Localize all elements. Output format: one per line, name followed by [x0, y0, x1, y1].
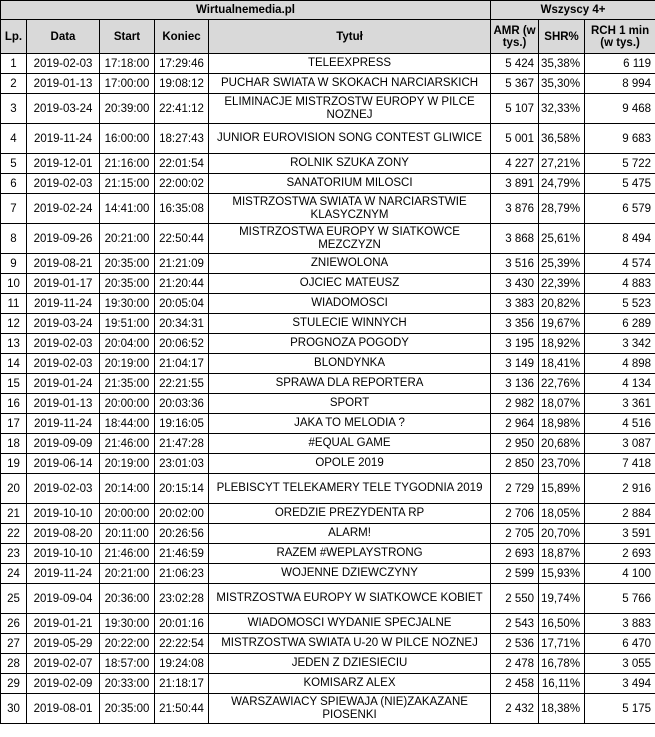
- cell-rch: 3 361: [585, 394, 655, 414]
- cell-start: 14:41:00: [100, 194, 155, 224]
- cell-start: 20:22:00: [100, 634, 155, 654]
- cell-end: 18:27:43: [155, 124, 209, 154]
- cell-title: ROLNIK SZUKA ZONY: [209, 154, 491, 174]
- col-amr-header: AMR (w tys.): [491, 20, 539, 54]
- cell-date: 2019-11-24: [27, 414, 100, 434]
- cell-start: 19:51:00: [100, 314, 155, 334]
- cell-amr: 2 950: [491, 434, 539, 454]
- cell-shr: 25,39%: [539, 254, 585, 274]
- cell-title: WOJENNE DZIEWCZYNY: [209, 564, 491, 584]
- cell-lp: 16: [1, 394, 27, 414]
- cell-lp: 14: [1, 354, 27, 374]
- col-start-header: Start: [100, 20, 155, 54]
- cell-shr: 36,58%: [539, 124, 585, 154]
- cell-end: 22:22:54: [155, 634, 209, 654]
- cell-title: TELEEXPRESS: [209, 54, 491, 74]
- cell-rch: 2 916: [585, 474, 655, 504]
- cell-title: ALARM!: [209, 524, 491, 544]
- cell-date: 2019-08-21: [27, 254, 100, 274]
- table-row: [1, 694, 655, 724]
- cell-lp: 27: [1, 634, 27, 654]
- cell-lp: 15: [1, 374, 27, 394]
- cell-end: 21:18:17: [155, 674, 209, 694]
- cell-shr: 18,05%: [539, 504, 585, 524]
- cell-rch: 6 579: [585, 194, 655, 224]
- cell-title: SANATORIUM MILOSCI: [209, 174, 491, 194]
- cell-start: 20:33:00: [100, 674, 155, 694]
- cell-amr: 2 599: [491, 564, 539, 584]
- cell-title: ELIMINACJE MISTRZOSTW EUROPY W PILCE NOZNEJ: [209, 94, 491, 124]
- cell-date: 2019-02-03: [27, 334, 100, 354]
- cell-rch: 3 055: [585, 654, 655, 674]
- cell-shr: 35,30%: [539, 74, 585, 94]
- cell-lp: 21: [1, 504, 27, 524]
- cell-amr: 5 367: [491, 74, 539, 94]
- cell-amr: 5 001: [491, 124, 539, 154]
- cell-shr: 22,39%: [539, 274, 585, 294]
- cell-end: 21:04:17: [155, 354, 209, 374]
- cell-lp: 22: [1, 524, 27, 544]
- cell-rch: 6 289: [585, 314, 655, 334]
- cell-start: 21:35:00: [100, 374, 155, 394]
- cell-shr: 16,50%: [539, 614, 585, 634]
- cell-shr: 18,38%: [539, 694, 585, 724]
- cell-rch: 3 494: [585, 674, 655, 694]
- cell-amr: 5 107: [491, 94, 539, 124]
- cell-date: 2019-02-03: [27, 174, 100, 194]
- table-body: [1, 54, 655, 724]
- cell-shr: 18,98%: [539, 414, 585, 434]
- cell-title: RAZEM #WEPLAYSTRONG: [209, 544, 491, 564]
- cell-end: 20:03:36: [155, 394, 209, 414]
- cell-lp: 2: [1, 74, 27, 94]
- cell-amr: 3 868: [491, 224, 539, 254]
- cell-rch: 8 494: [585, 224, 655, 254]
- cell-amr: 3 516: [491, 254, 539, 274]
- cell-end: 17:29:46: [155, 54, 209, 74]
- cell-rch: 2 884: [585, 504, 655, 524]
- table-row: [1, 224, 655, 254]
- cell-lp: 5: [1, 154, 27, 174]
- cell-title: PROGNOZA POGODY: [209, 334, 491, 354]
- cell-shr: 20,68%: [539, 434, 585, 454]
- cell-amr: 5 424: [491, 54, 539, 74]
- cell-lp: 30: [1, 694, 27, 724]
- cell-start: 17:00:00: [100, 74, 155, 94]
- cell-start: 20:00:00: [100, 504, 155, 524]
- table-row: [1, 154, 655, 174]
- cell-end: 22:50:44: [155, 224, 209, 254]
- cell-date: 2019-10-10: [27, 504, 100, 524]
- cell-start: 20:35:00: [100, 274, 155, 294]
- table-row: [1, 124, 655, 154]
- cell-end: 21:20:44: [155, 274, 209, 294]
- cell-lp: 26: [1, 614, 27, 634]
- cell-amr: 3 356: [491, 314, 539, 334]
- cell-end: 20:06:52: [155, 334, 209, 354]
- cell-amr: 3 149: [491, 354, 539, 374]
- cell-title: WIADOMOSCI: [209, 294, 491, 314]
- cell-end: 21:06:23: [155, 564, 209, 584]
- table-row: [1, 74, 655, 94]
- cell-shr: 18,07%: [539, 394, 585, 414]
- cell-lp: 13: [1, 334, 27, 354]
- cell-date: 2019-01-13: [27, 394, 100, 414]
- cell-amr: 3 136: [491, 374, 539, 394]
- cell-date: 2019-09-26: [27, 224, 100, 254]
- cell-end: 22:21:55: [155, 374, 209, 394]
- cell-shr: 18,92%: [539, 334, 585, 354]
- cell-rch: 5 475: [585, 174, 655, 194]
- cell-date: 2019-02-07: [27, 654, 100, 674]
- cell-lp: 3: [1, 94, 27, 124]
- cell-rch: 5 766: [585, 584, 655, 614]
- cell-lp: 6: [1, 174, 27, 194]
- cell-rch: 6 119: [585, 54, 655, 74]
- cell-shr: 32,33%: [539, 94, 585, 124]
- cell-lp: 18: [1, 434, 27, 454]
- cell-end: 16:35:08: [155, 194, 209, 224]
- cell-rch: 5 523: [585, 294, 655, 314]
- cell-rch: 3 087: [585, 434, 655, 454]
- cell-end: 19:24:08: [155, 654, 209, 674]
- cell-lp: 23: [1, 544, 27, 564]
- cell-lp: 9: [1, 254, 27, 274]
- cell-end: 19:08:12: [155, 74, 209, 94]
- cell-amr: 2 982: [491, 394, 539, 414]
- cell-date: 2019-01-13: [27, 74, 100, 94]
- cell-end: 21:50:44: [155, 694, 209, 724]
- table-row: [1, 634, 655, 654]
- cell-shr: 18,87%: [539, 544, 585, 564]
- cell-title: STULECIE WINNYCH: [209, 314, 491, 334]
- cell-date: 2019-06-14: [27, 454, 100, 474]
- cell-title: JEDEN Z DZIESIECIU: [209, 654, 491, 674]
- cell-rch: 4 100: [585, 564, 655, 584]
- cell-lp: 20: [1, 474, 27, 504]
- cell-start: 18:57:00: [100, 654, 155, 674]
- cell-title: MISTRZOSTWA SWIATA W NARCIARSTWIE KLASYCZNYM: [209, 194, 491, 224]
- cell-lp: 29: [1, 674, 27, 694]
- cell-title: SPORT: [209, 394, 491, 414]
- cell-date: 2019-03-24: [27, 94, 100, 124]
- cell-title: OJCIEC MATEUSZ: [209, 274, 491, 294]
- cell-title: WARSZAWIACY SPIEWAJA (NIE)ZAKAZANE PIOSENKI: [209, 694, 491, 724]
- col-date-header: Data: [27, 20, 100, 54]
- cell-amr: 2 706: [491, 504, 539, 524]
- cell-start: 20:35:00: [100, 694, 155, 724]
- cell-rch: 2 693: [585, 544, 655, 564]
- table-row: [1, 584, 655, 614]
- cell-start: 20:14:00: [100, 474, 155, 504]
- cell-lp: 1: [1, 54, 27, 74]
- cell-date: 2019-02-24: [27, 194, 100, 224]
- cell-amr: 2 729: [491, 474, 539, 504]
- cell-start: 21:15:00: [100, 174, 155, 194]
- table-row: [1, 614, 655, 634]
- cell-date: 2019-02-03: [27, 474, 100, 504]
- cell-date: 2019-02-03: [27, 54, 100, 74]
- cell-start: 21:46:00: [100, 544, 155, 564]
- cell-title: OPOLE 2019: [209, 454, 491, 474]
- cell-start: 19:30:00: [100, 294, 155, 314]
- cell-lp: 19: [1, 454, 27, 474]
- cell-amr: 2 693: [491, 544, 539, 564]
- cell-shr: 20,70%: [539, 524, 585, 544]
- cell-end: 20:34:31: [155, 314, 209, 334]
- cell-date: 2019-01-21: [27, 614, 100, 634]
- cell-title: JAKA TO MELODIA ?: [209, 414, 491, 434]
- cell-shr: 24,79%: [539, 174, 585, 194]
- cell-end: 21:46:59: [155, 544, 209, 564]
- cell-date: 2019-12-01: [27, 154, 100, 174]
- cell-amr: 2 478: [491, 654, 539, 674]
- cell-shr: 19,74%: [539, 584, 585, 614]
- table-row: [1, 674, 655, 694]
- table-row: [1, 394, 655, 414]
- cell-lp: 12: [1, 314, 27, 334]
- cell-amr: 3 876: [491, 194, 539, 224]
- cell-title: JUNIOR EUROVISION SONG CONTEST GLIWICE: [209, 124, 491, 154]
- cell-start: 20:19:00: [100, 454, 155, 474]
- cell-shr: 15,93%: [539, 564, 585, 584]
- cell-lp: 25: [1, 584, 27, 614]
- cell-date: 2019-01-24: [27, 374, 100, 394]
- cell-amr: 2 550: [491, 584, 539, 614]
- table-row: [1, 474, 655, 504]
- cell-date: 2019-09-09: [27, 434, 100, 454]
- cell-end: 21:21:09: [155, 254, 209, 274]
- cell-rch: 5 722: [585, 154, 655, 174]
- cell-date: 2019-05-29: [27, 634, 100, 654]
- audience-group-header: Wszyscy 4+: [491, 1, 655, 20]
- cell-end: 19:16:05: [155, 414, 209, 434]
- table-row: [1, 194, 655, 224]
- cell-shr: 22,76%: [539, 374, 585, 394]
- cell-title: WIADOMOSCI WYDANIE SPECJALNE: [209, 614, 491, 634]
- cell-start: 20:35:00: [100, 254, 155, 274]
- cell-amr: 2 458: [491, 674, 539, 694]
- cell-start: 20:19:00: [100, 354, 155, 374]
- cell-title: #EQUAL GAME: [209, 434, 491, 454]
- table-row: [1, 354, 655, 374]
- cell-date: 2019-09-04: [27, 584, 100, 614]
- cell-rch: 3 591: [585, 524, 655, 544]
- cell-rch: 4 898: [585, 354, 655, 374]
- cell-date: 2019-11-24: [27, 564, 100, 584]
- cell-start: 20:00:00: [100, 394, 155, 414]
- cell-shr: 16,78%: [539, 654, 585, 674]
- table-row: [1, 524, 655, 544]
- cell-amr: 2 850: [491, 454, 539, 474]
- table-row: [1, 54, 655, 74]
- cell-end: 23:01:03: [155, 454, 209, 474]
- cell-start: 20:39:00: [100, 94, 155, 124]
- cell-rch: 3 342: [585, 334, 655, 354]
- cell-rch: 3 883: [585, 614, 655, 634]
- cell-lp: 8: [1, 224, 27, 254]
- cell-rch: 5 175: [585, 694, 655, 724]
- table-row: [1, 294, 655, 314]
- cell-date: 2019-10-10: [27, 544, 100, 564]
- cell-start: 20:36:00: [100, 584, 155, 614]
- cell-shr: 17,71%: [539, 634, 585, 654]
- cell-end: 20:26:56: [155, 524, 209, 544]
- cell-date: 2019-08-20: [27, 524, 100, 544]
- table-row: [1, 334, 655, 354]
- cell-amr: 2 705: [491, 524, 539, 544]
- col-title-header: Tytuł: [209, 20, 491, 54]
- cell-end: 20:05:04: [155, 294, 209, 314]
- cell-end: 22:01:54: [155, 154, 209, 174]
- col-rch-header: RCH 1 min (w tys.): [585, 20, 655, 54]
- cell-date: 2019-03-24: [27, 314, 100, 334]
- cell-shr: 27,21%: [539, 154, 585, 174]
- cell-lp: 24: [1, 564, 27, 584]
- cell-date: 2019-01-17: [27, 274, 100, 294]
- cell-title: ZNIEWOLONA: [209, 254, 491, 274]
- cell-end: 22:41:12: [155, 94, 209, 124]
- cell-date: 2019-02-03: [27, 354, 100, 374]
- col-shr-header: SHR%: [539, 20, 585, 54]
- cell-start: 20:11:00: [100, 524, 155, 544]
- cell-title: PLEBISCYT TELEKAMERY TELE TYGODNIA 2019: [209, 474, 491, 504]
- cell-start: 20:21:00: [100, 224, 155, 254]
- cell-amr: 2 964: [491, 414, 539, 434]
- table-row: [1, 374, 655, 394]
- source-header: Wirtualnemedia.pl: [1, 1, 491, 20]
- cell-title: MISTRZOSTWA SWIATA U-20 W PILCE NOZNEJ: [209, 634, 491, 654]
- cell-date: 2019-02-09: [27, 674, 100, 694]
- cell-lp: 17: [1, 414, 27, 434]
- cell-rch: 9 683: [585, 124, 655, 154]
- table-row: [1, 274, 655, 294]
- table-row: [1, 174, 655, 194]
- cell-lp: 7: [1, 194, 27, 224]
- cell-start: 17:18:00: [100, 54, 155, 74]
- cell-shr: 23,70%: [539, 454, 585, 474]
- cell-shr: 35,38%: [539, 54, 585, 74]
- cell-end: 22:00:02: [155, 174, 209, 194]
- cell-start: 20:04:00: [100, 334, 155, 354]
- table-row: [1, 654, 655, 674]
- table-row: [1, 544, 655, 564]
- cell-rch: 4 516: [585, 414, 655, 434]
- cell-amr: 2 432: [491, 694, 539, 724]
- cell-start: 21:16:00: [100, 154, 155, 174]
- cell-start: 18:44:00: [100, 414, 155, 434]
- cell-end: 20:01:16: [155, 614, 209, 634]
- cell-lp: 28: [1, 654, 27, 674]
- cell-title: OREDZIE PREZYDENTA RP: [209, 504, 491, 524]
- cell-start: 19:30:00: [100, 614, 155, 634]
- cell-rch: 7 418: [585, 454, 655, 474]
- cell-lp: 11: [1, 294, 27, 314]
- table-row: [1, 504, 655, 524]
- cell-title: MISTRZOSTWA EUROPY W SIATKOWCE KOBIET: [209, 584, 491, 614]
- table-row: [1, 434, 655, 454]
- cell-title: PUCHAR SWIATA W SKOKACH NARCIARSKICH: [209, 74, 491, 94]
- cell-end: 23:02:28: [155, 584, 209, 614]
- cell-shr: 19,67%: [539, 314, 585, 334]
- col-lp-header: Lp.: [1, 20, 27, 54]
- cell-rch: 4 134: [585, 374, 655, 394]
- table-row: [1, 254, 655, 274]
- cell-start: 21:46:00: [100, 434, 155, 454]
- cell-rch: 4 883: [585, 274, 655, 294]
- cell-title: KOMISARZ ALEX: [209, 674, 491, 694]
- cell-amr: 3 383: [491, 294, 539, 314]
- cell-start: 16:00:00: [100, 124, 155, 154]
- cell-amr: 3 891: [491, 174, 539, 194]
- cell-amr: 4 227: [491, 154, 539, 174]
- cell-rch: 4 574: [585, 254, 655, 274]
- cell-end: 21:47:28: [155, 434, 209, 454]
- cell-amr: 3 430: [491, 274, 539, 294]
- cell-amr: 3 195: [491, 334, 539, 354]
- cell-end: 20:15:14: [155, 474, 209, 504]
- cell-shr: 25,61%: [539, 224, 585, 254]
- cell-shr: 28,79%: [539, 194, 585, 224]
- cell-title: MISTRZOSTWA EUROPY W SIATKOWCE MEZCZYZN: [209, 224, 491, 254]
- table-row: [1, 564, 655, 584]
- cell-title: SPRAWA DLA REPORTERA: [209, 374, 491, 394]
- cell-lp: 10: [1, 274, 27, 294]
- cell-lp: 4: [1, 124, 27, 154]
- cell-date: 2019-11-24: [27, 124, 100, 154]
- cell-date: 2019-11-24: [27, 294, 100, 314]
- cell-title: BLONDYNKA: [209, 354, 491, 374]
- cell-shr: 15,89%: [539, 474, 585, 504]
- table-row: [1, 314, 655, 334]
- table-row: [1, 94, 655, 124]
- table-row: [1, 454, 655, 474]
- cell-date: 2019-08-01: [27, 694, 100, 724]
- table-row: [1, 414, 655, 434]
- cell-shr: 20,82%: [539, 294, 585, 314]
- cell-shr: 16,11%: [539, 674, 585, 694]
- cell-rch: 9 468: [585, 94, 655, 124]
- cell-rch: 6 470: [585, 634, 655, 654]
- cell-start: 20:21:00: [100, 564, 155, 584]
- cell-amr: 2 536: [491, 634, 539, 654]
- col-end-header: Koniec: [155, 20, 209, 54]
- cell-amr: 2 543: [491, 614, 539, 634]
- cell-end: 20:02:00: [155, 504, 209, 524]
- cell-shr: 18,41%: [539, 354, 585, 374]
- cell-rch: 8 994: [585, 74, 655, 94]
